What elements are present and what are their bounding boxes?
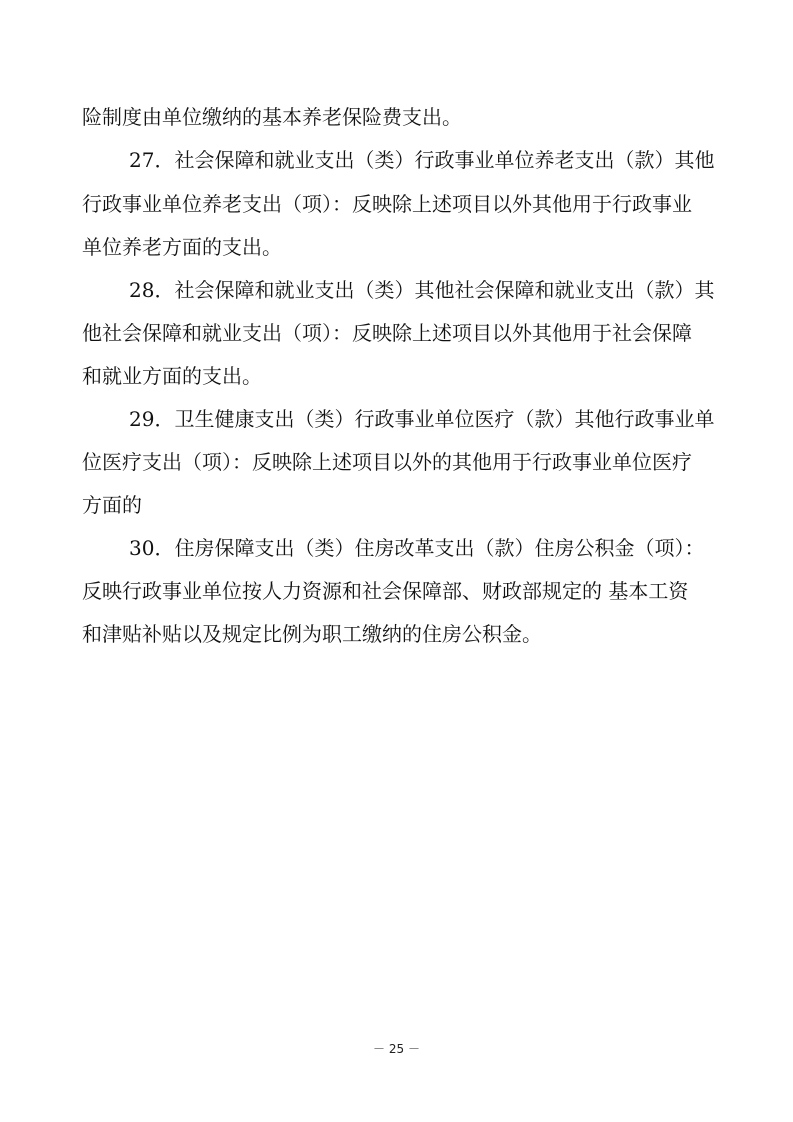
- page-number: － 25 －: [373, 1042, 420, 1056]
- text-line-content: 方面的: [82, 493, 142, 517]
- paragraph-27-first-line: [0, 140, 793, 180]
- text-line: [0, 614, 793, 654]
- text-line-content: 30．住房保障支出（类）住房改革支出（款）住房公积金（项）：: [129, 536, 705, 560]
- text-line-content: 他社会保障和就业支出（项）：反映除上述项目以外其他用于社会保障: [82, 321, 692, 345]
- text-line-content: 和津贴补贴以及规定比例为职工缴纳的住房公积金。: [82, 622, 542, 646]
- text-line-content: 位医疗支出（项）：反映除上述项目以外的其他用于行政事业单位医疗: [82, 450, 692, 474]
- paragraph-28-first-line: [0, 270, 793, 310]
- text-line-content: 28．社会保障和就业支出（类）其他社会保障和就业支出（款）其: [129, 278, 715, 302]
- text-line-content: 险制度由单位缴纳的基本养老保险费支出。: [82, 105, 462, 129]
- text-line: [0, 227, 793, 267]
- text-line-content: 行政事业单位养老支出（项）：反映除上述项目以外其他用于行政事业: [82, 192, 692, 216]
- text-line-content: 单位养老方面的支出。: [82, 235, 282, 259]
- paragraph-29-first-line: [0, 399, 793, 439]
- text-line: [0, 313, 793, 353]
- text-line: [0, 442, 793, 482]
- text-line: [0, 356, 793, 396]
- text-line: [0, 97, 793, 137]
- text-line: [0, 571, 793, 611]
- paragraph-30-first-line: [0, 528, 793, 568]
- text-line-content: 反映行政事业单位按人力资源和社会保障部、财政部规定的 基本工资: [82, 579, 689, 603]
- text-line-content: 和就业方面的支出。: [82, 364, 262, 388]
- text-line: [0, 184, 793, 224]
- text-line-content: 27．社会保障和就业支出（类）行政事业单位养老支出（款）其他: [129, 148, 715, 172]
- text-line: [0, 485, 793, 525]
- text-line-content: 29．卫生健康支出（类）行政事业单位医疗（款）其他行政事业单: [129, 407, 715, 431]
